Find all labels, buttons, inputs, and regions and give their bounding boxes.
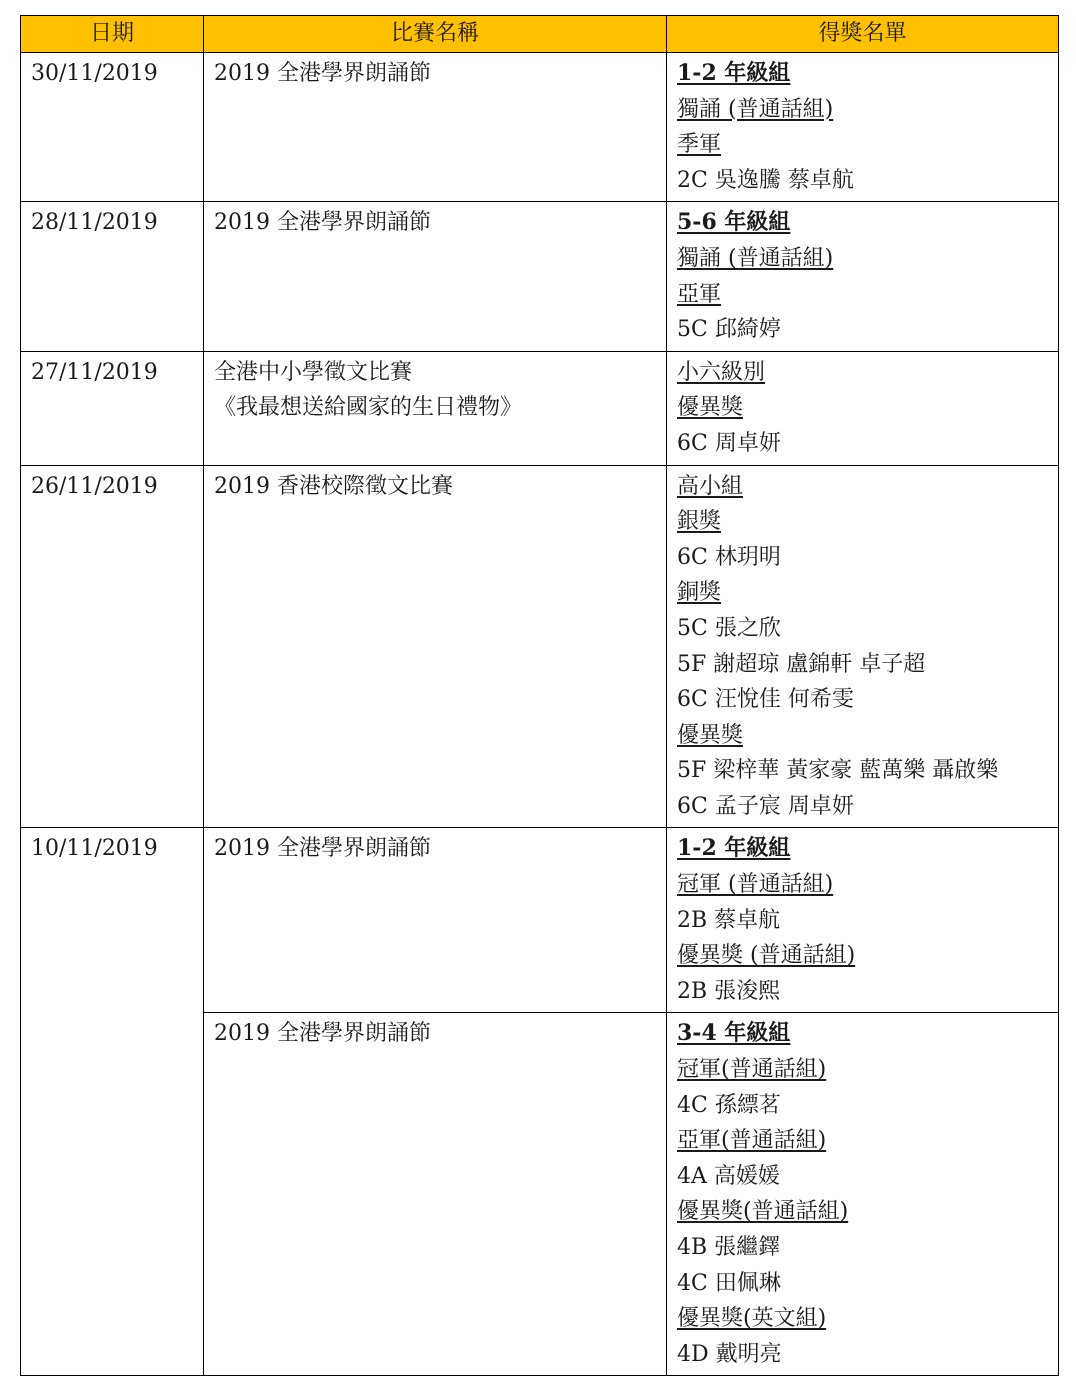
award-heading: 1-2 年級組	[677, 60, 791, 86]
table-body	[21, 53, 1059, 1376]
award-heading: 3-4 年級組	[677, 1020, 791, 1047]
competition-cell	[204, 828, 667, 1013]
award-winners: 5C 張之欣	[677, 615, 781, 641]
awards-cell	[667, 465, 1059, 828]
awards-cell	[667, 53, 1059, 202]
header-competition: 比賽名稱	[204, 16, 667, 53]
award-winners: 6C 孟子宸 周卓妍	[677, 793, 854, 819]
award-heading: 高小組	[677, 473, 744, 499]
award-heading: 優異獎	[677, 395, 744, 421]
award-heading: 亞軍(普通話組)	[677, 1128, 827, 1154]
awards-cell	[667, 1013, 1059, 1376]
awards-cell	[667, 828, 1059, 1013]
date-cell: 26/11/2019	[21, 465, 204, 828]
award-winners: 2B 蔡卓航	[677, 907, 781, 933]
award-heading: 季軍	[677, 132, 722, 158]
table-row	[21, 53, 1059, 202]
table-row	[21, 351, 1059, 465]
award-winners: 6C 汪悅佳 何希雯	[677, 687, 854, 713]
header-awards: 得獎名單	[667, 16, 1059, 53]
award-winners: 4C 孫縹茗	[677, 1092, 781, 1118]
award-winners: 4A 高媛媛	[677, 1163, 780, 1189]
award-winners: 2C 吳逸騰 蔡卓航	[677, 167, 854, 193]
date-cell: 27/11/2019	[21, 351, 204, 465]
award-heading: 冠軍 (普通話組)	[677, 872, 834, 898]
competition-name: 2019 全港學界朗誦節	[214, 1021, 431, 1047]
award-heading: 銀獎	[677, 509, 722, 535]
competition-name: 全港中小學徵文比賽	[214, 359, 413, 385]
award-winners: 4D 戴明亮	[677, 1341, 782, 1367]
awards-cell	[667, 202, 1059, 351]
header-date: 日期	[21, 16, 204, 53]
date-cell: 10/11/2019	[21, 828, 204, 1376]
award-winners: 6C 周卓妍	[677, 430, 781, 456]
award-heading: 5-6 年級組	[677, 209, 791, 236]
competition-name: 2019 全港學界朗誦節	[214, 61, 431, 86]
award-heading: 銅獎	[677, 580, 722, 606]
header-row	[21, 16, 1059, 53]
award-heading: 亞軍	[677, 281, 722, 307]
table-row	[21, 828, 1059, 1013]
date-cell: 28/11/2019	[21, 202, 204, 351]
award-winners: 5C 邱綺婷	[677, 317, 781, 343]
competition-cell	[204, 202, 667, 351]
awards-cell	[667, 351, 1059, 465]
table-row	[21, 202, 1059, 351]
date-cell: 30/11/2019	[21, 53, 204, 202]
award-winners: 4C 田佩琳	[677, 1270, 781, 1296]
award-heading: 冠軍(普通話組)	[677, 1057, 827, 1083]
award-heading: 1-2 年級組	[677, 835, 791, 862]
competition-cell	[204, 1013, 667, 1376]
competition-name: 2019 香港校際徵文比賽	[214, 473, 453, 499]
award-heading: 獨誦 (普通話組)	[677, 245, 834, 271]
award-heading: 優異獎(英文組)	[677, 1306, 827, 1332]
competition-cell	[204, 351, 667, 465]
competition-cell	[204, 465, 667, 828]
award-winners: 2B 張浚熙	[677, 978, 781, 1004]
award-winners: 4B 張繼鐸	[677, 1235, 781, 1260]
table-row	[21, 465, 1059, 828]
award-heading: 優異獎	[677, 722, 744, 748]
award-winners: 5F 謝超琼 盧錦軒 卓子超	[677, 651, 926, 677]
award-winners: 6C 林玥明	[677, 544, 781, 570]
award-heading: 獨誦 (普通話組)	[677, 96, 834, 122]
competition-name: 2019 全港學界朗誦節	[214, 836, 431, 862]
competition-name: 2019 全港學界朗誦節	[214, 210, 431, 236]
award-winners: 5F 梁梓華 黃家豪 藍萬樂 聶啟樂	[677, 758, 999, 784]
competition-name: 《我最想送給國家的生日禮物》	[214, 395, 523, 421]
awards-table	[20, 15, 1059, 1376]
award-heading: 優異獎 (普通話組)	[677, 943, 856, 969]
award-heading: 優異獎(普通話組)	[677, 1199, 849, 1225]
competition-cell	[204, 53, 667, 202]
award-heading: 小六級別	[677, 359, 766, 385]
